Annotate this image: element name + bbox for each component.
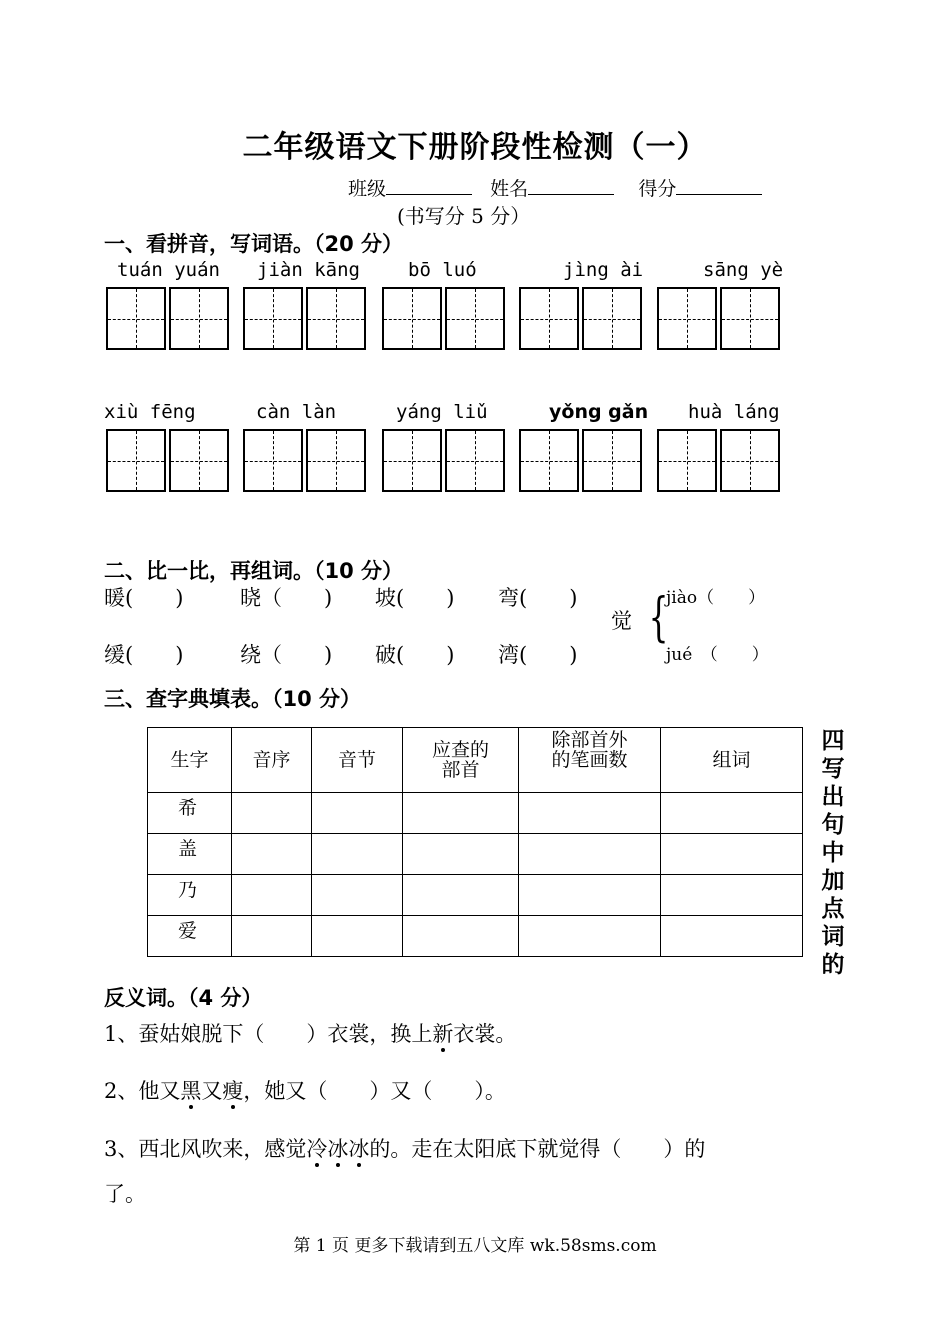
polyphone-reading-2: jué （ ） xyxy=(666,645,769,665)
answer-cell[interactable] xyxy=(232,916,312,957)
answer-cell[interactable] xyxy=(403,875,519,916)
writing-box[interactable] xyxy=(169,429,229,492)
table-row xyxy=(148,916,803,957)
answer-cell[interactable] xyxy=(312,793,403,834)
answer-cell[interactable] xyxy=(519,875,661,916)
dotted-word: 冰 xyxy=(327,1137,349,1161)
compare-item: 暖( ) xyxy=(104,586,184,610)
char-cell: 盖 xyxy=(148,834,232,875)
section-2-heading: 二、比一比，再组词。（10 分） xyxy=(104,559,404,583)
table-row xyxy=(148,793,803,834)
col-header: 生字 xyxy=(148,728,232,793)
dictionary-table xyxy=(147,727,803,957)
table-header-row xyxy=(148,728,803,793)
polyphone-char: 觉 xyxy=(611,609,632,633)
pinyin-2: jiàn kāng xyxy=(257,259,360,281)
answer-cell[interactable] xyxy=(232,793,312,834)
answer-cell[interactable] xyxy=(661,916,803,957)
writing-box[interactable] xyxy=(657,429,717,492)
answer-cell[interactable] xyxy=(519,916,661,957)
name-blank[interactable] xyxy=(528,176,614,195)
answer-cell[interactable] xyxy=(312,834,403,875)
writing-box[interactable] xyxy=(306,429,366,492)
col-header-text: 除部首外的笔画数 xyxy=(551,729,628,771)
compare-item: 弯( ) xyxy=(498,586,578,610)
char-cell: 希 xyxy=(148,793,232,834)
writing-box[interactable] xyxy=(445,429,505,492)
page-footer: 第 1 页 更多下载请到五八文库 wk.58sms.com xyxy=(293,1236,657,1256)
table-row xyxy=(148,875,803,916)
pinyin-7: càn làn xyxy=(256,401,337,423)
col-header: 音节 xyxy=(312,728,403,793)
pinyin-6: xiù fēng xyxy=(104,401,196,423)
section-4-heading-vertical: 四写出句中加点词的 xyxy=(821,728,845,978)
compare-item: 破( ) xyxy=(375,643,455,667)
writing-box[interactable] xyxy=(106,287,166,350)
sentence-text: 1、蚕姑娘脱下（ ）衣裳，换上 xyxy=(104,1022,433,1046)
writing-box[interactable] xyxy=(445,287,505,350)
sentence-3 xyxy=(104,1133,705,1163)
dotted-word: 瘦 xyxy=(222,1079,244,1103)
writing-box[interactable] xyxy=(519,429,579,492)
answer-cell[interactable] xyxy=(312,875,403,916)
class-label: 班级 xyxy=(348,178,387,200)
sentence-text: 2、他又 xyxy=(104,1079,181,1103)
col-header: 音序 xyxy=(232,728,312,793)
answer-cell[interactable] xyxy=(232,834,312,875)
sentence-text: 3、西北风吹来，感觉 xyxy=(104,1137,307,1161)
answer-cell[interactable] xyxy=(661,793,803,834)
col-header: 组词 xyxy=(661,728,803,793)
writing-box[interactable] xyxy=(382,287,442,350)
answer-cell[interactable] xyxy=(519,834,661,875)
score-blank[interactable] xyxy=(676,176,762,195)
answer-cell[interactable] xyxy=(403,916,519,957)
writing-box[interactable] xyxy=(519,287,579,350)
dotted-word: 冷 xyxy=(306,1137,328,1161)
student-info xyxy=(348,174,762,201)
answer-cell[interactable] xyxy=(519,793,661,834)
answer-cell[interactable] xyxy=(403,793,519,834)
pinyin-8: yáng liǔ xyxy=(396,401,488,423)
answer-cell[interactable] xyxy=(661,875,803,916)
writing-box[interactable] xyxy=(582,287,642,350)
compare-item: 绕（ ) xyxy=(240,643,333,667)
pinyin-3: bō luó xyxy=(408,259,477,281)
writing-box[interactable] xyxy=(243,429,303,492)
dotted-word: 黑 xyxy=(180,1079,202,1103)
compare-item: 湾( ) xyxy=(498,643,578,667)
section-1-heading: 一、看拼音，写词语。（20 分） xyxy=(104,232,404,256)
answer-cell[interactable] xyxy=(312,916,403,957)
answer-cell[interactable] xyxy=(403,834,519,875)
writing-box[interactable] xyxy=(243,287,303,350)
table-row xyxy=(148,834,803,875)
char-cell: 爱 xyxy=(148,916,232,957)
answer-cell[interactable] xyxy=(661,834,803,875)
sentence-3-cont: 了。 xyxy=(104,1182,146,1206)
page-title: 二年级语文下册阶段性检测（一） xyxy=(242,130,708,165)
answer-cell[interactable] xyxy=(232,875,312,916)
sentence-text: ，她又（ ）又（ ）。 xyxy=(243,1079,506,1103)
writing-box[interactable] xyxy=(720,287,780,350)
brace-icon: { xyxy=(648,588,669,648)
sentence-text: 的。走在太阳底下就觉得（ ）的 xyxy=(369,1137,706,1161)
sentence-text: 又 xyxy=(201,1079,223,1103)
compare-item: 坡( ) xyxy=(375,586,455,610)
col-header xyxy=(519,728,661,793)
score-label: 得分 xyxy=(638,178,677,200)
name-label: 姓名 xyxy=(490,178,529,200)
sentence-2 xyxy=(104,1075,506,1105)
pinyin-1: tuán yuán xyxy=(117,259,220,281)
writing-box[interactable] xyxy=(720,429,780,492)
dotted-word: 冰 xyxy=(348,1137,370,1161)
compare-item: 缓( ) xyxy=(104,643,184,667)
writing-box[interactable] xyxy=(106,429,166,492)
handwriting-score-note: (书写分 5 分） xyxy=(397,204,531,228)
compare-item: 晓（ ) xyxy=(240,586,333,610)
pinyin-5: sāng yè xyxy=(703,259,784,281)
polyphone-reading-1: jiào（ ） xyxy=(666,588,766,608)
pinyin-4: jìng ài xyxy=(563,259,644,281)
col-header xyxy=(403,728,519,793)
section-4-heading-tail: 反义词。（4 分） xyxy=(104,986,263,1010)
dotted-word: 新 xyxy=(432,1022,454,1046)
writing-box[interactable] xyxy=(306,287,366,350)
writing-box[interactable] xyxy=(382,429,442,492)
col-header-text: 应查的部首 xyxy=(431,739,489,781)
sentence-1 xyxy=(104,1018,516,1048)
class-blank[interactable] xyxy=(386,176,472,195)
pinyin-10: huà láng xyxy=(688,401,780,423)
writing-box[interactable] xyxy=(169,287,229,350)
writing-box[interactable] xyxy=(582,429,642,492)
char-cell: 乃 xyxy=(148,875,232,916)
writing-box[interactable] xyxy=(657,287,717,350)
sentence-text: 衣裳。 xyxy=(453,1022,517,1046)
section-3-heading: 三、查字典填表。（10 分） xyxy=(104,687,362,711)
pinyin-9: yǒng gǎn xyxy=(549,401,649,423)
